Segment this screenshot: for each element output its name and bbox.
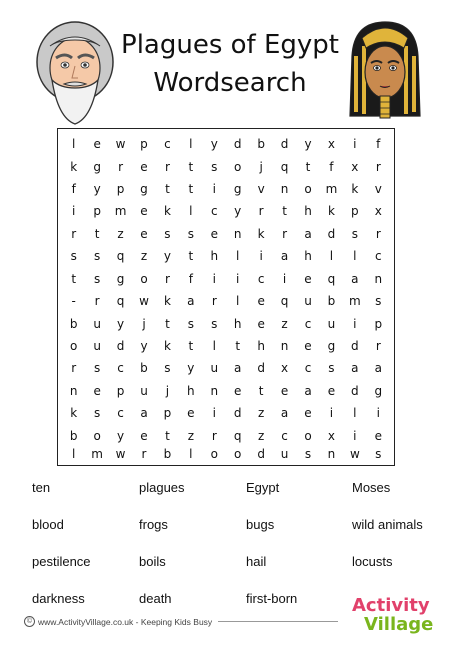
grid-letter: e (304, 406, 312, 421)
grid-letter: r (94, 294, 100, 309)
grid-letter: g (116, 271, 125, 286)
word-list-item: pestilence (32, 554, 91, 569)
grid-letter: t (258, 383, 264, 398)
grid-letter: t (235, 339, 241, 354)
grid-letter: i (72, 204, 76, 219)
grid-letter: r (211, 428, 217, 443)
grid-letter: s (187, 226, 194, 241)
grid-letter: b (140, 361, 148, 376)
grid-letter: d (257, 361, 265, 376)
grid-letter: u (210, 361, 219, 376)
grid-letter: s (187, 316, 194, 331)
activity-village-logo (352, 596, 442, 640)
word-list-item: Egypt (246, 480, 280, 495)
grid-letter: z (187, 428, 194, 443)
grid-letter: u (327, 316, 336, 331)
grid-letter: v (374, 182, 382, 197)
grid-letter: z (257, 406, 265, 421)
grid-letter: g (327, 339, 336, 354)
grid-letter: m (91, 447, 103, 461)
grid-letter: t (188, 182, 194, 197)
grid-letter: h (257, 339, 265, 354)
grid-letter: x (374, 204, 382, 219)
grid-letter: x (281, 361, 289, 376)
grid-letter: e (187, 406, 195, 421)
grid-letter: y (304, 137, 312, 152)
grid-letter: c (374, 249, 382, 264)
grid-letter: s (328, 361, 335, 376)
grid-letter: e (280, 383, 289, 398)
grid-letter: o (140, 271, 148, 286)
grid-letter: c (304, 361, 312, 376)
grid-letter: i (353, 316, 357, 331)
grid-letter: q (280, 159, 289, 174)
grid-letter: k (351, 182, 359, 197)
grid-letter: p (116, 182, 125, 197)
grid-letter: q (327, 271, 336, 286)
grid-letter: s (70, 249, 77, 264)
word-list (32, 480, 452, 610)
grid-letter: g (140, 182, 148, 197)
grid-letter: d (257, 447, 265, 461)
grid-letter: n (280, 182, 289, 197)
grid-letter: j (259, 159, 263, 174)
grid-letter: c (117, 361, 124, 376)
grid-letter: b (69, 316, 78, 331)
grid-letter: a (280, 406, 289, 421)
grid-letter: j (142, 316, 146, 331)
grid-letter: q (116, 249, 125, 264)
footer-text: www.ActivityVillage.co.uk - Keeping Kids Busy (38, 616, 213, 627)
grid-letter: n (327, 447, 336, 461)
grid-letter: e (257, 294, 265, 309)
grid-letter: i (212, 271, 216, 286)
grid-letter: t (282, 204, 287, 219)
grid-letter: e (304, 339, 312, 354)
grid-letter: s (94, 406, 101, 421)
grid-letter: s (304, 447, 312, 461)
grid-letter: n (280, 339, 289, 354)
grid-letter: o (210, 447, 218, 461)
grid-letter: y (140, 339, 148, 354)
grid-letter: k (70, 159, 78, 174)
word-list-item: wild animals (352, 517, 423, 532)
grid-letter: i (212, 406, 216, 421)
grid-letter: s (211, 316, 218, 331)
grid-letter: y (187, 361, 195, 376)
grid-letter: r (71, 361, 77, 376)
grid-letter: q (233, 428, 242, 443)
grid-letter: c (117, 406, 124, 421)
grid-letter: i (329, 406, 334, 421)
grid-letter: k (257, 226, 265, 241)
grid-letter: v (257, 182, 265, 197)
word-list-item: locusts (352, 554, 393, 569)
grid-letter: l (72, 137, 76, 152)
grid-letter: m (349, 294, 361, 309)
grid-letter: e (257, 316, 265, 331)
grid-letter: s (351, 226, 358, 241)
grid-letter: e (327, 383, 336, 398)
grid-letter: t (188, 159, 194, 174)
grid-letter: i (259, 249, 263, 264)
grid-letter: f (376, 137, 381, 152)
word-list-item: Moses (352, 480, 391, 495)
grid-letter: l (353, 406, 357, 421)
grid-letter: a (234, 361, 242, 376)
grid-letter: e (140, 204, 148, 219)
grid-letter: i (353, 428, 357, 443)
grid-letter: t (165, 182, 170, 197)
grid-letter: r (375, 159, 381, 174)
grid-letter: w (115, 447, 126, 461)
grid-letter: t (71, 271, 77, 286)
grid-letter: k (70, 406, 78, 421)
grid-letter: u (93, 316, 101, 331)
grid-letter: g (93, 159, 101, 174)
grid-letter: u (304, 294, 312, 309)
grid-letter: a (374, 361, 382, 376)
grid-letter: j (165, 383, 170, 398)
grid-letter: b (257, 137, 265, 152)
grid-letter: r (118, 159, 124, 174)
word-list-item: hail (246, 554, 267, 569)
logo-line-1: Activity (352, 595, 430, 616)
grid-letter: f (329, 159, 334, 174)
grid-letter: d (327, 226, 336, 241)
grid-letter: d (233, 137, 242, 152)
grid-letter: i (353, 137, 357, 152)
grid-letter: m (114, 204, 127, 219)
grid-letter: z (281, 316, 288, 331)
grid-letter: u (280, 447, 289, 461)
grid-letter: k (163, 204, 171, 219)
grid-letter: p (140, 137, 148, 152)
grid-letter: d (116, 339, 125, 354)
grid-letter: n (233, 226, 242, 241)
grid-letter: r (375, 339, 381, 354)
grid-letter: x (327, 137, 335, 152)
grid-letter: a (304, 226, 312, 241)
grid-letter: l (72, 447, 76, 461)
grid-letter: r (164, 271, 170, 286)
word-list-item: frogs (139, 517, 168, 532)
grid-letter: h (210, 249, 219, 264)
grid-letter: e (93, 137, 101, 152)
grid-letter: u (140, 383, 148, 398)
grid-letter: d (233, 406, 242, 421)
grid-letter: c (281, 428, 288, 443)
grid-letter: l (189, 204, 193, 219)
grid-letter: h (187, 383, 195, 398)
grid-letter: s (375, 294, 382, 309)
grid-letter: s (94, 249, 101, 264)
grid-letter: r (282, 226, 288, 241)
grid-letter: n (374, 271, 383, 286)
grid-letter: y (93, 182, 101, 197)
grid-letter: e (374, 428, 382, 443)
grid-letter: a (280, 249, 289, 264)
grid-letter: d (351, 339, 359, 354)
grid-letter: l (189, 137, 193, 152)
title-line-1: Plagues of Egypt (121, 30, 339, 60)
grid-letter: k (163, 339, 171, 354)
grid-letter: i (236, 271, 240, 286)
grid-letter: o (93, 428, 101, 443)
grid-letter: b (163, 447, 172, 461)
grid-letter: o (234, 159, 242, 174)
grid-letter: l (189, 447, 193, 461)
grid-letter: w (139, 294, 149, 309)
grid-letter: r (164, 159, 170, 174)
grid-letter: o (304, 182, 312, 197)
grid-letter: p (374, 316, 383, 331)
grid-letter: r (375, 226, 381, 241)
grid-letter: p (116, 383, 125, 398)
wordsearch-grid (57, 128, 395, 466)
grid-letter: l (212, 339, 216, 354)
grid-letter: a (351, 361, 359, 376)
title-line-2: Wordsearch (153, 68, 307, 98)
grid-letter: h (233, 316, 242, 331)
logo-line-2: Village (364, 614, 434, 635)
grid-letter: s (94, 361, 101, 376)
word-list-item: boils (139, 554, 166, 569)
grid-letter: l (236, 294, 240, 309)
grid-letter: s (211, 159, 218, 174)
grid-letter: t (165, 316, 170, 331)
grid-letter: p (93, 204, 101, 219)
grid-letter: s (94, 271, 101, 286)
grid-letter: c (164, 137, 171, 152)
grid-letter: y (210, 137, 218, 152)
grid-letter: p (163, 406, 172, 421)
grid-letter: t (188, 339, 194, 354)
word-list-item: blood (32, 517, 64, 532)
grid-letter: e (140, 428, 148, 443)
grid-letter: q (280, 294, 289, 309)
grid-letter: c (304, 316, 312, 331)
moses-face-icon (34, 18, 116, 128)
footer-divider (218, 621, 338, 622)
grid-letter: s (375, 447, 382, 461)
grid-letter: b (69, 428, 78, 443)
grid-letter: i (212, 182, 216, 197)
grid-letter: o (234, 447, 242, 461)
grid-letter: s (164, 226, 171, 241)
grid-letter: e (234, 383, 242, 398)
grid-letter: t (188, 249, 194, 264)
grid-letter: x (351, 159, 359, 174)
word-list-item: darkness (32, 591, 85, 606)
word-list-item: ten (32, 480, 51, 495)
grid-letter: q (116, 294, 125, 309)
grid-letter: w (115, 137, 126, 152)
grid-letter: t (165, 428, 170, 443)
grid-letter: e (93, 383, 101, 398)
grid-letter: z (117, 226, 124, 241)
copyright-icon: © (24, 616, 35, 627)
grid-letter: e (210, 226, 218, 241)
grid-letter: a (351, 271, 359, 286)
grid-letter: y (163, 249, 171, 264)
grid-letter: z (140, 249, 148, 264)
grid-letter: - (71, 294, 76, 309)
grid-letter: k (327, 204, 335, 219)
page-title (110, 26, 350, 102)
grid-letter: p (351, 204, 359, 219)
grid-letter: f (71, 182, 76, 197)
grid-letter: o (70, 339, 78, 354)
grid-letter: a (187, 294, 195, 309)
grid-letter: r (71, 226, 77, 241)
grid-letter: d (351, 383, 359, 398)
grid-letter: i (282, 271, 287, 286)
grid-letter: l (329, 249, 334, 264)
grid-letter: n (69, 383, 78, 398)
grid-letter: r (141, 447, 147, 461)
grid-letter: o (304, 428, 312, 443)
grid-letter: m (325, 182, 338, 197)
grid-letter: l (236, 249, 240, 264)
grid-letter: y (234, 204, 242, 219)
word-list-item: bugs (246, 517, 275, 532)
grid-letter: r (258, 204, 264, 219)
grid-letter: g (233, 182, 242, 197)
grid-letter: e (140, 226, 148, 241)
footer (24, 616, 212, 627)
grid-letter: n (210, 383, 219, 398)
grid-letter: e (140, 159, 148, 174)
grid-letter: z (257, 428, 265, 443)
grid-letter: k (163, 294, 171, 309)
grid-letter: y (117, 316, 125, 331)
grid-letter: x (327, 428, 335, 443)
pharaoh-face-icon (344, 16, 426, 128)
word-list-item: first-born (246, 591, 298, 606)
grid-letter: a (304, 383, 312, 398)
grid-letter: g (374, 383, 383, 398)
grid-letter: y (117, 428, 125, 443)
grid-letter: l (353, 249, 357, 264)
grid-letter: r (211, 294, 217, 309)
grid-letter: i (376, 406, 380, 421)
grid-letter: f (188, 271, 193, 286)
grid-letter: t (305, 159, 311, 174)
grid-letter: b (327, 294, 336, 309)
grid-letter: s (164, 361, 171, 376)
grid-letter: a (140, 406, 148, 421)
grid-letter: c (257, 271, 265, 286)
word-list-item: plagues (139, 480, 185, 495)
grid-letter: d (280, 137, 289, 152)
grid-letter: t (94, 226, 100, 241)
letter-grid (62, 133, 390, 461)
grid-letter: e (304, 271, 312, 286)
grid-letter: h (304, 249, 312, 264)
grid-letter: c (210, 204, 218, 219)
grid-letter: w (349, 447, 360, 461)
grid-letter: u (93, 339, 101, 354)
grid-letter: h (304, 204, 312, 219)
word-list-item: death (139, 591, 172, 606)
